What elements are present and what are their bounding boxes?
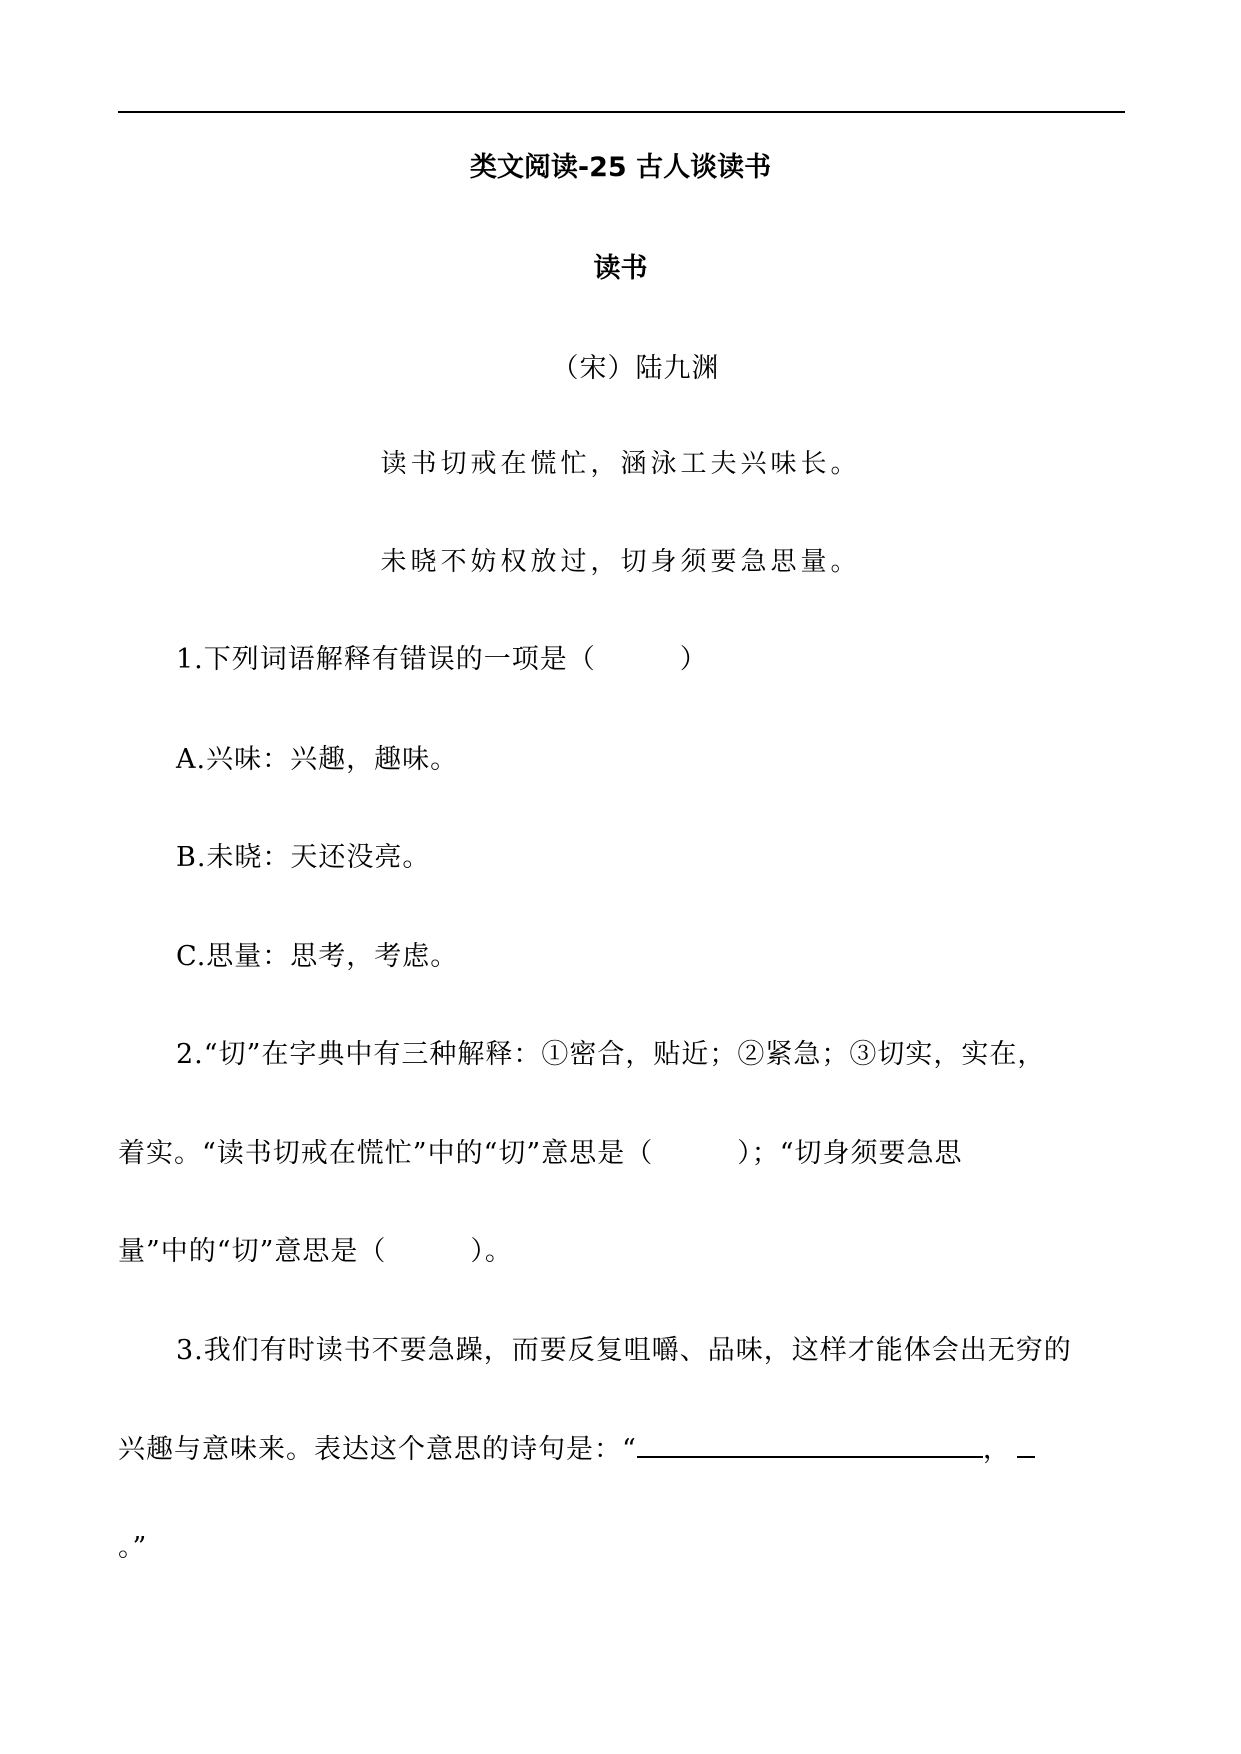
- question-3-comma: ，: [982, 1434, 1011, 1465]
- answer-blank-1[interactable]: [637, 1430, 983, 1458]
- header-rule: [118, 111, 1125, 113]
- question-2-line-2: 着实。“读书切戒在慌忙”中的“切”意思是（ ）；“切身须要急思: [118, 1138, 963, 1169]
- question-1-option-c: C.思量：思考，考虑。: [176, 941, 459, 972]
- question-3-line-2: [118, 1430, 1035, 1470]
- question-2-line-3: 量”中的“切”意思是（ ）。: [118, 1236, 513, 1267]
- question-3-line-1: 3.我们有时读书不要急躁，而要反复咀嚼、品味，这样才能体会出无穷的: [176, 1335, 1072, 1366]
- page-title: 类文阅读-25 古人谈读书: [469, 152, 772, 183]
- question-2-line-1: 2.“切”在字典中有三种解释：①密合，贴近；②紧急；③切实，实在，: [176, 1039, 1046, 1070]
- poem-line-2: 未晓不妨权放过，切身须要急思量。: [380, 547, 861, 577]
- answer-blank-2[interactable]: [1017, 1430, 1035, 1458]
- poem-line-1: 读书切戒在慌忙，涵泳工夫兴味长。: [380, 449, 861, 479]
- question-3-prefix: 兴趣与意味来。表达这个意思的诗句是：“: [118, 1434, 637, 1465]
- poem-heading: 读书: [593, 253, 648, 284]
- question-1-option-a: A.兴味：兴趣，趣味。: [176, 744, 459, 775]
- question-1-stem: 1.下列词语解释有错误的一项是（ ）: [176, 644, 708, 675]
- question-3-line-3: 。”: [118, 1532, 148, 1563]
- poem-author: （宋）陆九渊: [551, 353, 720, 384]
- question-1-option-b: B.未晓：天还没亮。: [176, 842, 431, 873]
